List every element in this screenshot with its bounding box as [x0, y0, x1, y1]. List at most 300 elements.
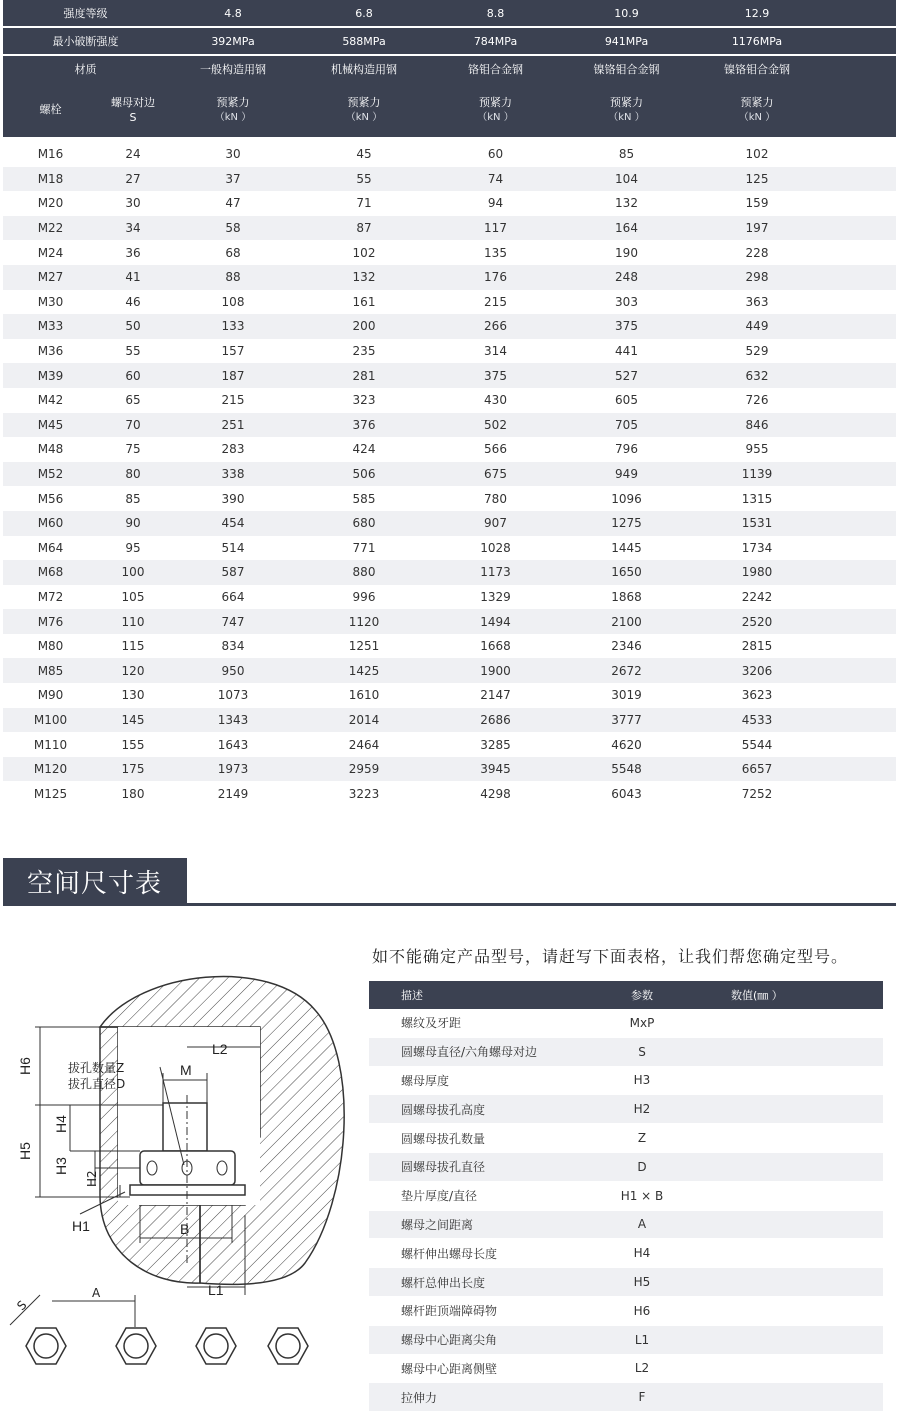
preload-cell: 47: [225, 196, 241, 211]
preload-cell: 187: [221, 368, 245, 383]
strength-table: [3, 0, 896, 806]
nut-size-cell: 85: [125, 491, 141, 506]
preload-cell: 1610: [348, 688, 380, 703]
bolt-size-cell: M80: [37, 639, 64, 654]
preload-unit: （kN ）: [608, 111, 645, 123]
label-h4: H4: [53, 1115, 69, 1133]
bolt-size-cell: M45: [37, 417, 64, 432]
grade-cell: 6.8: [355, 6, 373, 20]
preload-cell: 376: [352, 417, 376, 432]
form-desc-cell: 螺杆总伸出长度: [401, 1275, 486, 1290]
nut-size-cell: 55: [125, 344, 141, 359]
form-param-cell: H1 × B: [620, 1188, 664, 1203]
preload-cell: 506: [352, 467, 376, 482]
preload-cell: 251: [221, 417, 245, 432]
form-param-cell: H2: [633, 1102, 651, 1117]
form-desc-cell: 圆螺母拔孔数量: [401, 1131, 486, 1146]
form-row: [369, 1355, 883, 1384]
preload-cell: 1251: [348, 639, 380, 654]
nut-size-cell: 100: [121, 565, 145, 580]
form-param-cell: A: [637, 1217, 647, 1232]
nut-size-cell: 27: [125, 171, 141, 186]
preload-cell: 1734: [741, 540, 773, 555]
preload-cell: 955: [745, 442, 769, 457]
preload-cell: 94: [487, 196, 504, 211]
preload-unit: （kN ）: [477, 111, 514, 123]
table-row: [3, 265, 896, 290]
preload-cell: 664: [221, 589, 245, 604]
table-body: [3, 137, 896, 806]
preload-cell: 680: [352, 516, 376, 531]
form-body: [369, 1009, 883, 1412]
table-row: [3, 462, 896, 487]
preload-cell: 1329: [480, 589, 511, 604]
preload-cell: 159: [745, 196, 769, 211]
nut-size-cell: 130: [121, 688, 145, 703]
form-desc-cell: 拉伸力: [401, 1390, 438, 1405]
preload-cell: 108: [221, 294, 245, 309]
preload-cell: 1973: [217, 762, 249, 777]
preload-cell: 390: [221, 491, 245, 506]
preload-cell: 514: [221, 540, 245, 555]
bolt-size-cell: M30: [37, 294, 64, 309]
preload-cell: 747: [221, 614, 245, 629]
table-row: [3, 536, 896, 561]
preload-cell: 190: [615, 245, 638, 260]
form-param-cell: H3: [633, 1073, 651, 1088]
preload-cell: 87: [356, 221, 372, 236]
preload-label: 预紧力: [479, 95, 512, 109]
label-a: A: [92, 1286, 101, 1300]
min-break-label: 最小破断强度: [52, 35, 119, 48]
preload-cell: 228: [745, 245, 769, 260]
bolt-size-cell: M72: [37, 589, 64, 604]
label-l2: L2: [212, 1041, 228, 1057]
preload-cell: 3019: [611, 688, 642, 703]
table-row: [3, 585, 896, 610]
table-row: [3, 240, 896, 265]
preload-cell: 338: [221, 467, 245, 482]
form-desc-cell: 螺杆距顶端障碍物: [401, 1304, 498, 1319]
material-label: 材质: [74, 63, 97, 76]
nut-size-cell: 90: [125, 516, 141, 531]
preload-cell: 566: [484, 442, 507, 457]
preload-cell: 58: [225, 221, 241, 236]
table-row: [3, 757, 896, 782]
preload-label: 预紧力: [347, 95, 381, 109]
nut-size-cell: 155: [121, 737, 145, 752]
preload-header: [561, 82, 692, 137]
preload-cell: 587: [221, 565, 245, 580]
table-row: [3, 781, 896, 806]
preload-cell: 71: [356, 196, 372, 211]
table-row: [3, 511, 896, 536]
table-row: [3, 339, 896, 364]
label-h3: H3: [53, 1157, 69, 1175]
form-param-cell: L1: [634, 1332, 650, 1347]
preload-cell: 1445: [611, 540, 642, 555]
form-desc-cell: 圆螺母拔孔高度: [401, 1102, 486, 1117]
preload-cell: 1531: [741, 516, 773, 531]
preload-cell: 375: [615, 319, 638, 334]
bolt-size-cell: M16: [37, 147, 64, 162]
preload-cell: 3623: [741, 688, 773, 703]
form-desc-cell: 螺母中心距离侧壁: [401, 1361, 498, 1376]
preload-cell: 68: [225, 245, 241, 260]
preload-cell: 303: [615, 294, 638, 309]
preload-cell: 157: [221, 344, 245, 359]
table-row: [3, 314, 896, 339]
preload-label: 预紧力: [216, 95, 250, 109]
preload-cell: 449: [745, 319, 769, 334]
preload-cell: 1343: [217, 712, 249, 727]
preload-header: [168, 82, 298, 137]
preload-label: 预紧力: [610, 95, 643, 109]
table-row: [3, 363, 896, 388]
label-hole-dia: 拔孔直径D: [68, 1077, 126, 1091]
preload-cell: 74: [487, 171, 504, 186]
hex-nut-row: [26, 1328, 308, 1364]
preload-header: [430, 82, 561, 137]
nut-size-cell: 36: [125, 245, 141, 260]
preload-cell: 3945: [480, 762, 511, 777]
bolt-shank: [163, 1103, 207, 1151]
preload-cell: 2464: [348, 737, 380, 752]
nut-size-cell: 50: [125, 319, 141, 334]
preload-cell: 164: [615, 221, 638, 236]
table-row: [3, 167, 896, 192]
preload-cell: 2686: [480, 712, 511, 727]
preload-cell: 132: [352, 270, 376, 285]
preload-cell: 6657: [741, 762, 773, 777]
preload-cell: 88: [225, 270, 241, 285]
bolt-size-cell: M120: [33, 762, 68, 777]
form-param-cell: L2: [634, 1361, 650, 1376]
preload-cell: 4620: [611, 737, 642, 752]
table-row: [3, 142, 896, 167]
preload-cell: 2014: [348, 712, 380, 727]
preload-cell: 200: [352, 319, 376, 334]
table-row: [3, 658, 896, 683]
form-param-cell: H5: [633, 1275, 651, 1290]
preload-cell: 1275: [611, 516, 642, 531]
nut-size-cell: 65: [125, 393, 141, 408]
label-s: S: [14, 1297, 30, 1314]
preload-cell: 949: [615, 467, 638, 482]
preload-header: [298, 82, 430, 137]
bolt-size-cell: M100: [33, 712, 68, 727]
form-row: [369, 1211, 883, 1240]
section-divider: [3, 903, 896, 906]
bolt-size-cell: M90: [37, 688, 64, 703]
preload-cell: 834: [221, 639, 245, 654]
form-row: [369, 1009, 883, 1038]
nut-size-cell: 95: [125, 540, 141, 555]
nut-header-label: 螺母对边: [111, 95, 155, 109]
bolt-size-cell: M60: [37, 516, 64, 531]
table-row: [3, 732, 896, 757]
form-header-row: [369, 981, 883, 1009]
form-param-cell: D: [637, 1159, 647, 1174]
bolt-size-cell: M64: [37, 540, 64, 555]
min-break-cell: 1176MPa: [731, 34, 783, 48]
preload-cell: 85: [618, 147, 635, 162]
preload-cell: 5544: [741, 737, 773, 752]
bolt-size-cell: M20: [37, 196, 64, 211]
preload-cell: 215: [221, 393, 245, 408]
preload-cell: 424: [352, 442, 376, 457]
nut-size-cell: 41: [125, 270, 141, 285]
preload-cell: 102: [352, 245, 376, 260]
preload-cell: 3206: [741, 663, 773, 678]
form-desc-cell: 圆螺母直径/六角螺母对边: [401, 1045, 538, 1060]
preload-cell: 1073: [217, 688, 249, 703]
bolt-header: 螺栓: [39, 103, 62, 116]
preload-cell: 55: [356, 171, 372, 186]
section-title: 空间尺寸表: [3, 858, 187, 904]
preload-cell: 2959: [348, 762, 380, 777]
preload-cell: 846: [745, 417, 769, 432]
preload-header: [692, 82, 822, 137]
bolt-size-cell: M68: [37, 565, 64, 580]
preload-cell: 176: [484, 270, 507, 285]
form-row: [369, 1239, 883, 1268]
bolt-size-cell: M24: [37, 245, 64, 260]
bolt-size-cell: M42: [37, 393, 64, 408]
grade-row: [3, 0, 896, 28]
preload-cell: 705: [615, 417, 638, 432]
grade-cell: 12.9: [744, 6, 770, 20]
preload-unit: （kN ）: [738, 111, 776, 123]
preload-unit: （kN ）: [345, 111, 383, 123]
form-header-desc: 描述: [401, 989, 423, 1002]
nut-size-cell: 120: [121, 663, 145, 678]
nut-header-sub: S: [129, 110, 137, 124]
nut-size-cell: 70: [125, 417, 141, 432]
preload-cell: 7252: [741, 786, 773, 801]
bolt-size-cell: M76: [37, 614, 64, 629]
preload-cell: 529: [745, 344, 769, 359]
bolt-size-cell: M125: [33, 786, 68, 801]
preload-cell: 454: [221, 516, 245, 531]
table-row: [3, 413, 896, 438]
preload-cell: 605: [615, 393, 638, 408]
grade-cell: 8.8: [486, 6, 505, 20]
preload-cell: 125: [745, 171, 769, 186]
preload-cell: 104: [615, 171, 638, 186]
preload-cell: 314: [484, 344, 507, 359]
preload-cell: 2100: [611, 614, 642, 629]
min-break-row: [3, 28, 896, 56]
label-h1: H1: [72, 1218, 90, 1234]
label-h5: H5: [17, 1142, 33, 1160]
preload-cell: 880: [352, 565, 376, 580]
form-row: [369, 1153, 883, 1182]
preload-cell: 1980: [741, 565, 773, 580]
preload-cell: 215: [484, 294, 507, 309]
form-desc-cell: 垫片厚度/直径: [401, 1189, 478, 1204]
form-desc-cell: 螺纹及牙距: [401, 1016, 462, 1031]
preload-unit: （kN ）: [214, 111, 252, 123]
nut-size-cell: 80: [125, 467, 141, 482]
preload-cell: 1425: [348, 663, 380, 678]
preload-cell: 235: [352, 344, 376, 359]
form-row: [369, 1182, 883, 1211]
form-header-param: 参数: [631, 989, 653, 1002]
table-row: [3, 683, 896, 708]
preload-cell: 3285: [480, 737, 511, 752]
preload-cell: 502: [484, 417, 507, 432]
preload-cell: 117: [484, 221, 507, 236]
form-desc-cell: 圆螺母拔孔直径: [401, 1160, 486, 1175]
nut-size-cell: 110: [121, 614, 145, 629]
preload-cell: 102: [745, 147, 769, 162]
preload-cell: 1028: [480, 540, 511, 555]
table-row: [3, 609, 896, 634]
preload-cell: 132: [615, 196, 638, 211]
form-desc-cell: 螺杆伸出螺母长度: [401, 1246, 498, 1261]
preload-cell: 1120: [348, 614, 380, 629]
min-break-cell: 941MPa: [604, 34, 649, 48]
form-desc-cell: 螺母厚度: [401, 1073, 450, 1088]
form-row: [369, 1326, 883, 1355]
preload-cell: 1173: [480, 565, 511, 580]
table-row: [3, 290, 896, 315]
table-row: [3, 191, 896, 216]
intro-text: 如不能确定产品型号，请赶写下面表格，让我们帮您确定型号。: [372, 947, 849, 966]
material-cell: 镍铬钼合金钢: [724, 63, 790, 76]
preload-cell: 248: [615, 270, 638, 285]
label-h2: H2: [85, 1170, 99, 1187]
column-header-row: [3, 82, 896, 137]
preload-cell: 1668: [480, 639, 511, 654]
nut-size-cell: 115: [121, 639, 145, 654]
table-row: [3, 437, 896, 462]
preload-cell: 2520: [741, 614, 773, 629]
preload-cell: 4533: [741, 712, 773, 727]
material-cell: 机械构造用钢: [331, 63, 397, 76]
nut-size-cell: 46: [125, 294, 141, 309]
preload-cell: 2346: [611, 639, 642, 654]
label-l1: L1: [208, 1282, 224, 1298]
preload-cell: 4298: [480, 786, 511, 801]
label-h6: H6: [17, 1057, 33, 1075]
bolt-size-cell: M33: [37, 319, 64, 334]
preload-cell: 283: [221, 442, 245, 457]
preload-cell: 1494: [480, 614, 511, 629]
preload-cell: 3223: [348, 786, 380, 801]
preload-cell: 1900: [480, 663, 511, 678]
material-row: [3, 56, 896, 82]
form-row: [369, 1268, 883, 1297]
preload-cell: 1650: [611, 565, 642, 580]
nut-size-cell: 30: [125, 196, 141, 211]
preload-cell: 30: [225, 147, 241, 162]
preload-cell: 2815: [741, 639, 773, 654]
preload-cell: 161: [352, 294, 376, 309]
table-row: [3, 486, 896, 511]
material-cell: 一般构造用钢: [200, 63, 266, 76]
spec-form-table: [369, 981, 883, 1412]
preload-cell: 266: [484, 319, 507, 334]
preload-cell: 430: [484, 393, 507, 408]
nut-size-cell: 60: [125, 368, 141, 383]
min-break-cell: 784MPa: [473, 34, 518, 48]
form-param-cell: Z: [637, 1131, 647, 1146]
preload-cell: 6043: [611, 786, 642, 801]
bolt-size-cell: M52: [37, 467, 64, 482]
preload-cell: 1096: [611, 491, 642, 506]
table-row: [3, 560, 896, 585]
bolt-size-cell: M18: [37, 171, 64, 186]
preload-cell: 1868: [611, 589, 642, 604]
bolt-size-cell: M48: [37, 442, 64, 457]
form-row: [369, 1383, 883, 1412]
bolt-size-cell: M27: [37, 270, 64, 285]
table-row: [3, 388, 896, 413]
preload-cell: 60: [487, 147, 504, 162]
bolt-size-cell: M56: [37, 491, 64, 506]
preload-cell: 281: [352, 368, 376, 383]
material-cell: 镍铬钼合金钢: [593, 63, 660, 76]
preload-cell: 771: [352, 540, 376, 555]
form-param-cell: H6: [633, 1303, 651, 1318]
grade-label: 强度等级: [63, 7, 108, 20]
form-row: [369, 1067, 883, 1096]
preload-cell: 375: [484, 368, 507, 383]
preload-cell: 441: [615, 344, 638, 359]
preload-cell: 5548: [611, 762, 642, 777]
nut-size-cell: 145: [121, 712, 145, 727]
preload-label: 预紧力: [740, 95, 774, 109]
preload-cell: 135: [484, 245, 507, 260]
min-break-cell: 588MPa: [342, 34, 386, 48]
preload-cell: 527: [615, 368, 638, 383]
preload-cell: 363: [745, 294, 769, 309]
form-param-cell: S: [638, 1044, 646, 1059]
bolt-size-cell: M22: [37, 221, 64, 236]
preload-cell: 2242: [741, 589, 773, 604]
preload-cell: 133: [221, 319, 245, 334]
preload-cell: 3777: [611, 712, 642, 727]
form-row: [369, 1038, 883, 1067]
nut-size-cell: 180: [121, 786, 145, 801]
label-b: B: [180, 1221, 190, 1237]
nut-size-cell: 75: [125, 442, 141, 457]
nut-size-cell: 34: [125, 221, 141, 236]
preload-cell: 2672: [611, 663, 642, 678]
preload-cell: 45: [356, 147, 372, 162]
preload-cell: 197: [745, 221, 769, 236]
preload-cell: 2147: [480, 688, 511, 703]
bolt-space-diagram: [0, 965, 360, 1407]
table-row: [3, 634, 896, 659]
preload-cell: 1643: [217, 737, 249, 752]
table-row: [3, 216, 896, 241]
preload-cell: 2149: [217, 786, 249, 801]
material-cell: 铬钼合金钢: [468, 63, 523, 76]
preload-cell: 1139: [741, 467, 773, 482]
form-desc-cell: 螺母之间距离: [401, 1217, 474, 1232]
nut-header: [98, 82, 168, 137]
preload-cell: 632: [745, 368, 769, 383]
min-break-cell: 392MPa: [211, 34, 255, 48]
form-desc-cell: 螺母中心距离尖角: [401, 1333, 498, 1348]
nut-size-cell: 175: [121, 762, 145, 777]
form-row: [369, 1297, 883, 1326]
preload-cell: 726: [745, 393, 769, 408]
bolt-size-cell: M110: [33, 737, 68, 752]
